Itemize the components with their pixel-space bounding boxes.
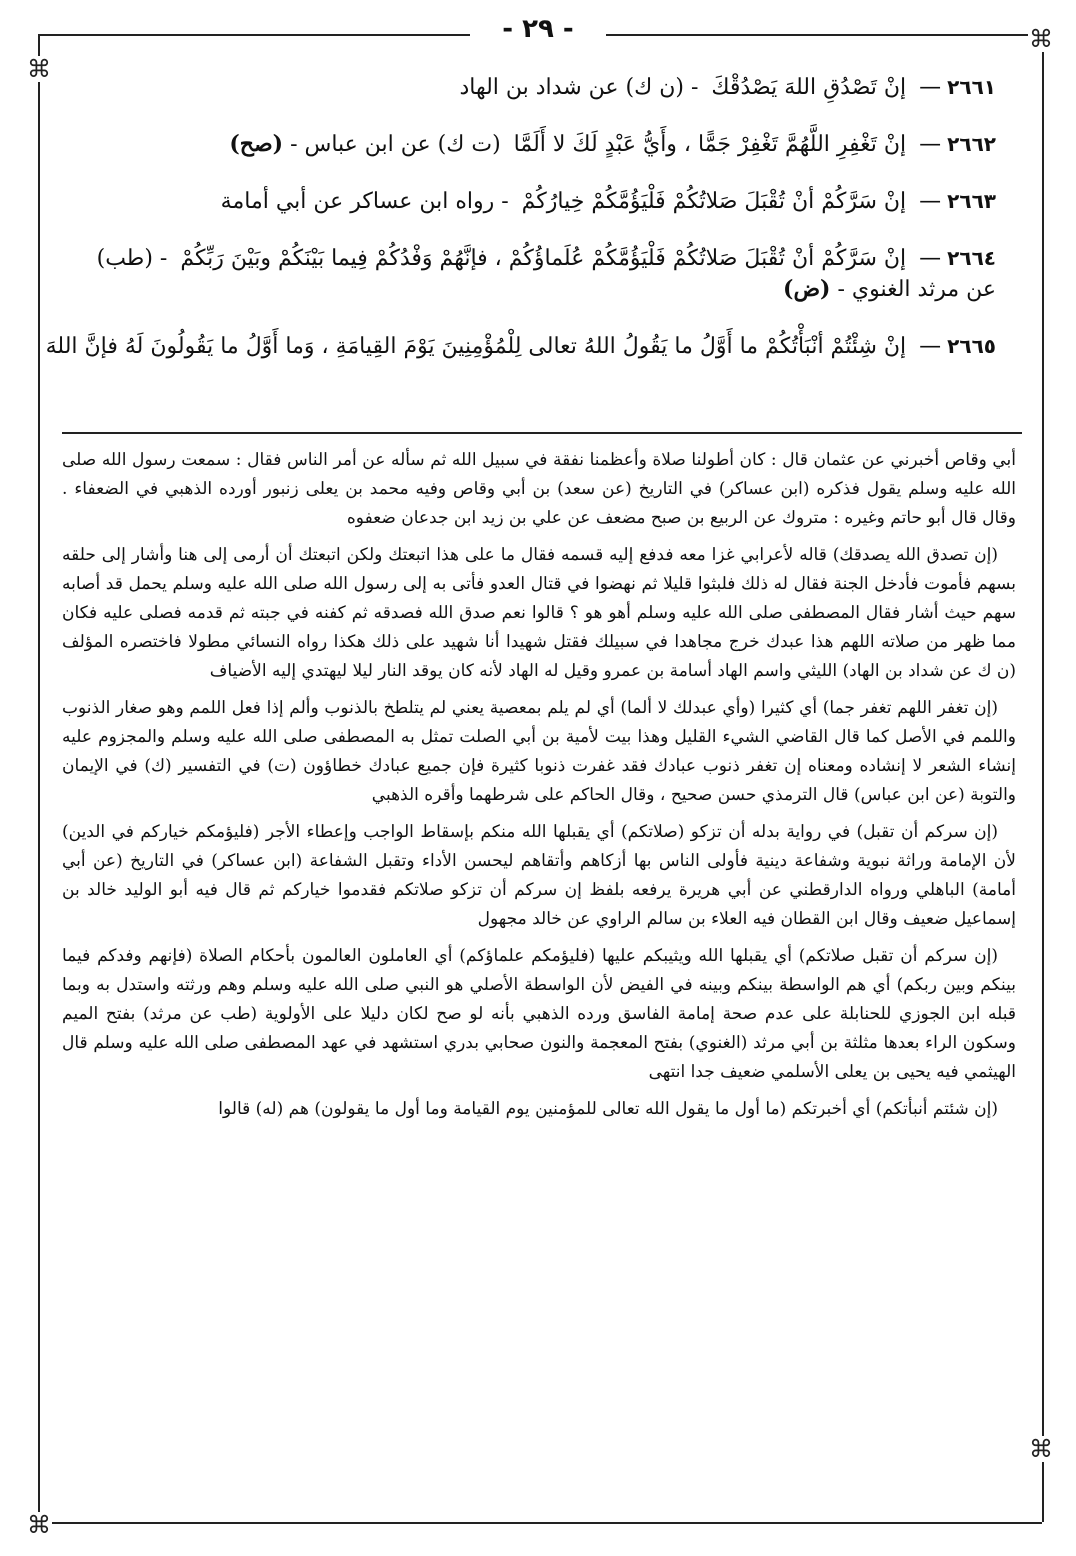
hadith-number: ٢٦٦٢ — [947, 132, 996, 156]
dash: — — [919, 246, 942, 271]
hadith-text: إنْ تَغْفِرِ اللَّهُمَّ تَغْفِرْ جَمًّا ، وأَيُّ عَبْدٍ لَكَ لا أَلَمَّا — [513, 132, 907, 157]
page-number-text: - ٢٩ - — [490, 14, 585, 44]
hadith-text: إنْ تَصْدُقِ اللهَ يَصْدُقْكَ — [711, 75, 907, 100]
corner-ornament-icon: ⌘ — [1029, 1435, 1053, 1463]
commentary-paragraph: (إن شئتم أنبأتكم) أي أخبرتكم (ما أول ما يقول الله تعالى للمؤمنين يوم القيامة وما أول ما يقولون) هم (له) قالوا — [218, 1099, 998, 1119]
hadith-grade: (ض) — [783, 276, 831, 302]
commentary-paragraph: أبي وقاص أخبرني عن عثمان قال : كان أطولنا صلاة وأعظمنا نفقة في سبيل الله ثم سأله عن أمر الناس فقال : سمعت رسول الله صلى الله عليه وسلم يقول فذكره (ابن عساكر) في التاريخ (عن سعد) بن أبي وقاص وفيه محمد بن يعلى زنبور أورده الذهبي في الضعفاء . وقال قال أبو حاتم وغيره : متروك عن الربيع بن صبح مضعف عن علي بن زيد ابن جدعان ضعفوه — [62, 450, 1016, 528]
frame-bottom-line — [38, 1522, 1042, 1524]
dash: — — [919, 75, 942, 100]
hadith-source: - رواه ابن عساكر عن أبي أمامة — [220, 189, 509, 214]
dash: — — [919, 334, 942, 359]
commentary-paragraph: (إن سركم أن تقبل صلاتكم) أي يقبلها الله ويثيبكم عليها (فليؤمكم علماؤكم) أي العاملون العالمون بأحكام الصلاة (فإنهم وفدكم فيما بينكم وبين ربكم) أي هم الواسطة بينكم وبينه في الفيض لأن الواسطة الأصلي هو النبي صلى الله عليه وسلم وهم ورثته واستدل به وبما قبله ابن الجوزي للحنابلة على عدم صحة إمامة الفاسق ورده الذهبي بأنه لو صح لكان دليلا على الأولوية (طب عن مرثد) بفتح الميم وسكون الراء بعدها مثلثة بن أبي مرثد (الغنوي) بفتح المعجمة والنون صحابي بدري استشهد في عهد المصطفى صلى الله عليه وسلم قال الهيثمي فيه يحيى بن يعلى الأسلمي ضعيف جدا انتهى — [62, 946, 1016, 1082]
hadith-number: ٢٦٦٤ — [947, 246, 996, 270]
hadith-entry — [66, 72, 996, 103]
hadith-list — [45, 72, 996, 388]
dash: — — [919, 189, 942, 214]
corner-ornament-icon: ⌘ — [27, 1511, 51, 1539]
hadith-number: ٢٦٦١ — [947, 75, 996, 99]
corner-ornament-icon: ⌘ — [1029, 25, 1053, 53]
hadith-entry — [66, 243, 996, 305]
commentary-paragraph: (إن تصدق الله يصدقك) قاله لأعرابي غزا معه فدفع إليه قسمه فقال ما على هذا اتبعتك ولكن اتبعتك أن أرمى إلى هنا وأشار إلى حلقه بسهم فأموت فأدخل الجنة فقال له ذلك فلبثوا قليلا ثم نهضوا في قتال العدو فأتى به إلى رسول الله صلى الله عليه وسلم يحمل قد أصابه سهم حيث أشار فقال المصطفى صلى الله عليه وسلم أهو هو ؟ قالوا نعم صدق الله فصدقه ثم كفنه في جبته ثم قدمه فصلى عليه فكان مما ظهر من صلاته اللهم هذا عبدك خرج مجاهدا في سبيلك فقتل شهيدا أنا شهيد على ذلك هكذا رواه النسائي مطولا فاختصره المؤلف (ن ك عن شداد بن الهاد) الليثي واسم الهاد أسامة بن عمرو وقيل له الهاد لأنه كان يوقد النار ليلا ليهتدي إليه الأضياف — [62, 545, 1016, 681]
hadith-number: ٢٦٦٣ — [947, 189, 996, 213]
dash: — — [919, 132, 942, 157]
hadith-source: (ت ك) عن ابن عباس - — [290, 132, 501, 157]
page-number — [0, 14, 1076, 44]
section-divider — [62, 432, 1022, 434]
hadith-entry — [66, 129, 996, 160]
hadith-text: إنْ سَرَّكُمْ أنْ تُقْبَلَ صَلاتُكُمْ فَلْيَؤُمَّكُمْ خِيارُكُمْ — [521, 189, 907, 214]
hadith-number: ٢٦٦٥ — [947, 334, 996, 358]
hadith-entry — [45, 331, 996, 362]
corner-ornament-icon: ⌘ — [27, 55, 51, 83]
hadith-grade: (صح) — [229, 131, 284, 157]
hadith-text: إنْ شِئْتُمْ أنْبَأْتُكُمْ ما أَوَّلُ ما يَقُولُ اللهُ تعالى لِلْمُؤْمِنِينَ يَوْمَ القِيامَةِ ، وَما أَوَّلُ ما يَقُولُونَ لَهُ فإنَّ اللهَ — [45, 334, 907, 359]
hadith-source: - (طب) عن مرثد الغنوي - — [96, 246, 996, 302]
hadith-entry — [66, 186, 996, 217]
hadith-source: - (ن ك) عن شداد بن الهاد — [459, 75, 699, 100]
commentary-paragraph: (إن تغفر اللهم تغفر جما) أي كثيرا (وأي عبدلك لا ألما) أي لم يلم بمعصية يعني لم يتلطخ بالذنوب وألم إذا فعل اللمم وهو صغار الذنوب واللمم في الأصل كما قال القاضي الشيء القليل وهذا بيت لأمية بن أبي الصلت تمثل به المصطفى صلى الله عليه وسلم والمجزوم عليه إنشاء الشعر لا إنشاده ومعناه إن تغفر ذنوب عبادك فقد غفرت ذنوبا كثيرة فإن جميع عبادك خطاؤون (ت) في التفسير (ك) في الإيمان والتوبة (عن ابن عباس) قال الترمذي حسن صحيح ، وقال الحاكم على شرطهما وأقره الذهبي — [62, 698, 1016, 805]
hadith-text: إنْ سَرَّكُمْ أنْ تُقْبَلَ صَلاتُكُمْ فَلْيَؤُمَّكُمْ عُلَماؤُكُمْ ، فإنَّهُمْ وَفْدُكُمْ فِيما بَيْنَكُمْ وبَيْنَ رَبِّكُمْ — [180, 246, 907, 271]
commentary — [62, 446, 1016, 1132]
commentary-paragraph: (إن سركم أن تقبل) في رواية بدله أن تزكو (صلاتكم) أي يقبلها الله منكم بإسقاط الواجب وإعطاء الأجر (فليؤمكم خياركم في الدين) لأن الإمامة وراثة نبوية وشفاعة دينية فأولى الناس بها أزكاهم وأتقاهم ليحسن الأداء وتقبل الشفاعة (ابن عساكر) في التاريخ (عن أبي أمامة) الباهلي ورواه الدارقطني عن أبي هريرة يرفعه بلفظ إن سركم أن تزكو صلاتكم فقدموا خياركم ثم قال فيه أبو الوليد خالد بن إسماعيل ضعيف وقال ابن القطان فيه العلاء بن سالم الراوي عن خالد مجهول — [62, 822, 1016, 929]
